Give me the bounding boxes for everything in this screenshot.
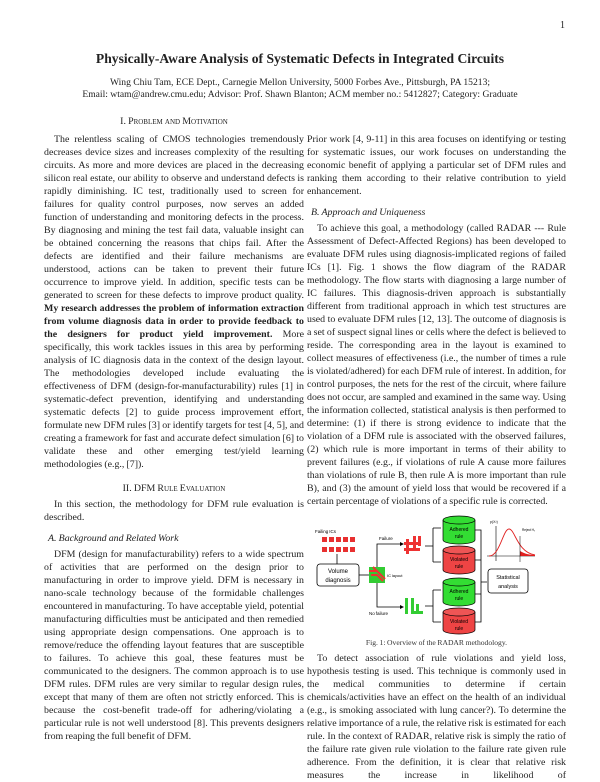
page-number: 1 [560,20,565,31]
paragraph-prior-work: Prior work [4, 9-11] in this area focuses on identifying or testing for systematic issues, our work focuses on understanding the economic benefit of applying a particular set of DFM rules and ranking them according to their relative contribution to yield enhancement. [307,134,566,197]
author-line-2: Email: wtam@andrew.cmu.edu; Advisor: Prof. Shawn Blanton; ACM member no.: 5412827; Category: Graduate [82,89,518,100]
paragraph-motivation [44,133,304,471]
label-failure: Failure [379,536,393,541]
label-analysis: analysis [498,584,518,590]
text: More specifically, this work tackles issues in this area by performing analysis of IC diagnosis data in the context of the design layout. The methodologies developed include evaluating the effectiveness of DFM (design-for-manufacturability) rules [1] in systematic-defect prevention, identifying and understanding systematic defects [2] to guide process improvement effort, formulate new DFM rules [3] or identify targets for test [4, 5], and creating a framework for fast and accurate defect simulation [6] to validate these and other emerging test/yield learning methodologies (e.g., [7]). [44,329,305,470]
right-column [307,133,566,782]
left-column [44,115,304,743]
adherence-pattern-icon [405,598,423,614]
violated-rule-db-no-failure [443,608,475,634]
label-volume: Volume [327,569,349,575]
paragraph-approach: To achieve this goal, a methodology (called RADAR --- Rule Assessment of Defect-Affected Regions) has been developed to evaluate DFM rules using diagnosis-implicated regions of failed ICs [1]. Fig. 1 shows the flow diagram of the RADAR methodology. The flow starts with diagnosing a large number of IC failures. This diagnosis-driven approach is substantially different from traditional approach in which test structures are used to evaluate DFM rules [12, 13]. The outcome of diagnosis is a set of suspect signal lines or cells where the defect is believed to reside. The corresponding area in the layout is examined to collect measures of effectiveness (i.e., the number of times a rule is violated/adhered) for each DFM rule of interest. In addition, for control purposes, the nets for the rest of the circuit, where failure does not occur, are sampled and examined in the same way. Using the information collected, statistical analysis is then performed to determine: (1) if there is strong evidence to indicate that the violation of a DFM rule is associated with the observed failures, (2) which rule is more important in terms of their ability to prevent failures (e.g., if violations of rule A cause more failures than violations of rule B, then rule A is more important than rule B), and (3) the amount of yield loss that would be recovered if a certain percentage of violations of a specific rule is corrected. [307,223,566,507]
chi-square-chart-icon [487,520,536,562]
label-statistical: Statistical [496,575,520,581]
paragraph-background: DFM (design for manufacturability) refers to a wide spectrum of activities that are performed on the design prior to manufacturing in order to improve yield. DFM is necessary in nano-scale technology because of the formidable challenges encountered in manufacturing. To have acceptable yield, potential manufacturing difficulties must be anticipated and then remedied using appropriate design compensations. One approach is to remove/reduce the offending layout features that are susceptible to failures. To achieve this goal, these features must be communicated to the designers. The common approach is to use DFM rules. DFM rules are very similar to regular design rules, except that many of them are often not strictly enforced. This is because the cost-benefit trade-off for adhering/violating a particular rule is not well understood [8]. This prevents designers from reaping the full benefit of DFM. [44,549,304,742]
paragraph-hypothesis-testing: To detect association of rule violations and yield loss, hypothesis testing is used. This technique is commonly used in the medical communities to determine if certain chemicals/activities have an effect on the health of an individual (e.g., is smoking associated with lung cancer?). To determine the relative importance of a rule, the relative risk is estimated for each rule. In the context of RADAR, relative risk is simply the ratio of the failure rate given rule violation to the failure rate given rule adherence. From the definition, it is clear that relative risk measures the increase in likelihood of [307,653,566,781]
label-diagnosis: diagnosis [325,578,351,584]
paper-title: Physically-Aware Analysis of Systematic Defects in Integrated Circuits [95,51,505,66]
label: rule [454,534,464,540]
author-info [0,77,600,101]
adhered-rule-db-failure [443,516,475,544]
subsection-heading-a: A. Background and Related Work [48,533,179,544]
text: The relentless scaling of CMOS technologies tremendously decreases device sizes and increases complexity of the resulting circuits. As more and more devices are placed in the decreasing silicon real estate, our ability to observe and understand defects is rapidly diminishing. IC test, traditionally used to screen for failures for quality control purposes, now serves an added function of understanding and monitoring defects in the process. By diagnosing and mining the test fail data, valuable insight can be obtained concerning the reasons that chips fail. After the defects are identified and their failure mechanisms are understood, actions can be taken to prevent their future occurrence to improve yield. In addition, specific tests can be generated to screen for these defects to improve product quality. [44,134,304,301]
subsection-heading-b: B. Approach and Uniqueness [311,207,426,218]
figure-caption: Fig. 1: Overview of the RADAR methodology. [365,638,508,647]
label: rule [454,596,464,602]
label: Adhered [449,589,469,595]
label: Adhered [449,527,469,533]
label: Violated [450,619,468,625]
chart-reject-label: Reject H₀ [522,528,536,532]
radar-flow-diagram [305,514,565,636]
label: Violated [450,557,468,563]
label: rule [454,626,464,632]
section-heading-1: I. Problem and Motivation [120,116,228,127]
section-heading-2: II. DFM Rule Evaluation [122,483,226,494]
adhered-rule-db-no-failure [443,578,475,606]
ic-layout-icon [369,567,385,583]
label-no-failure: No failure [369,611,388,616]
failing-ics-icon [322,537,355,552]
chart-ylabel: p(X²) [490,520,498,524]
author-line-1: Wing Chiu Tam, ECE Dept., Carnegie Mellon University, 5000 Forbes Ave., Pittsburgh, PA 15213; [109,77,491,88]
label-failing-ics: Failing ICs [315,529,336,534]
label: rule [454,564,464,570]
research-statement: My research addresses the problem of information extraction from volume diagnosis data in order to provide feedback to the designers for product yield improvement. [44,303,304,340]
paragraph-section-intro: In this section, the methodology for DFM rule evaluation is described. [44,499,304,523]
violation-pattern-icon [404,536,421,554]
label-ic-layout: IC layout [387,573,403,578]
violated-rule-db-failure [443,546,475,574]
